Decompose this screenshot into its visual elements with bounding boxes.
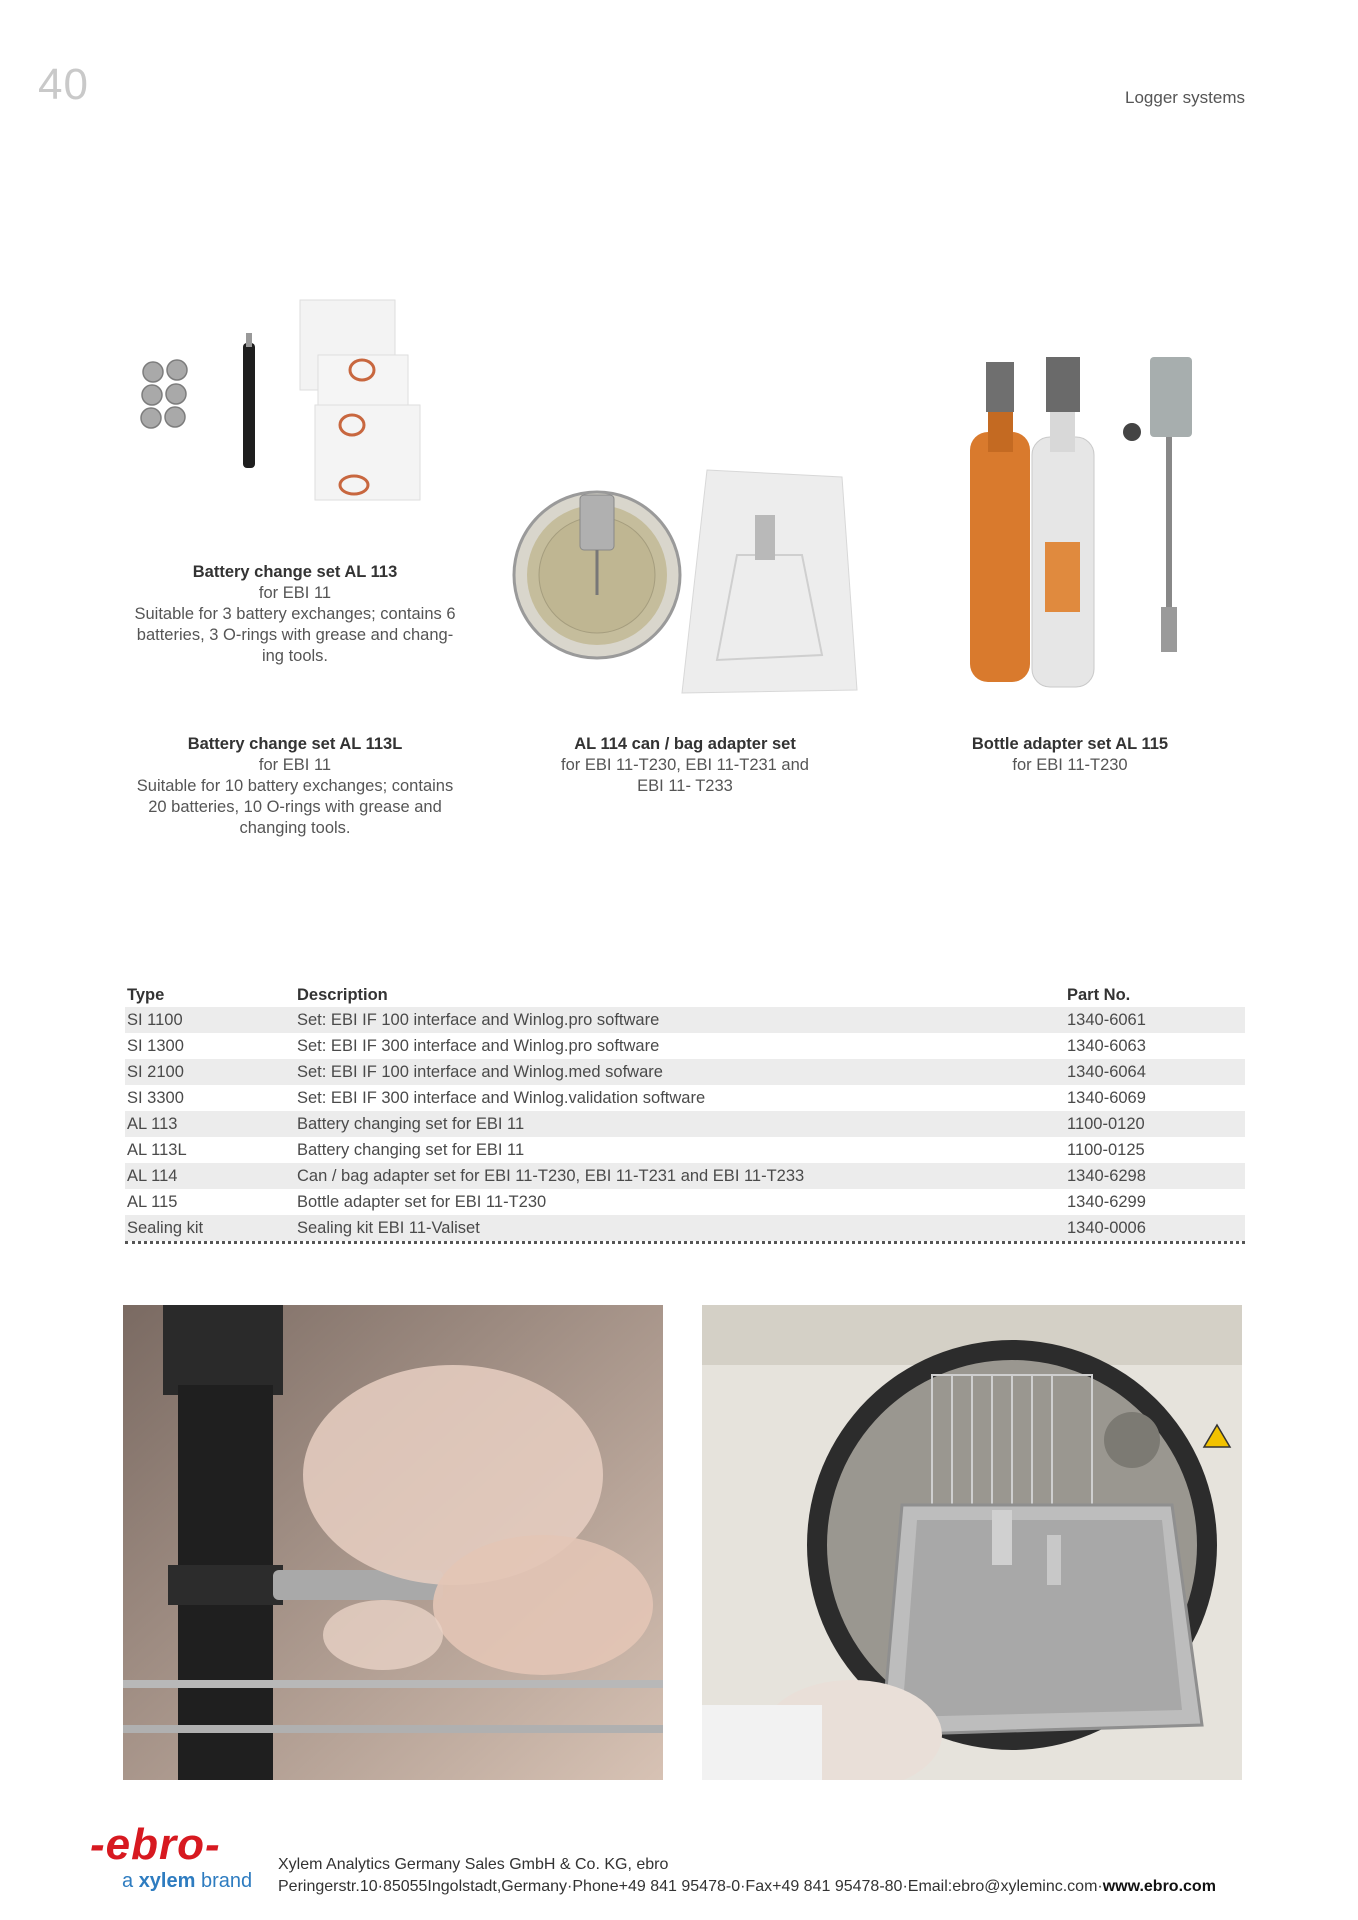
caption-al115 [920, 734, 1220, 776]
ebro-logo: -ebro- [90, 1820, 221, 1869]
battery-set-image [130, 295, 470, 510]
caption-al113l-desc-3: changing tools. [239, 819, 351, 837]
cell-part-no: 1340-6064 [1065, 1059, 1245, 1085]
cell-part-no: 1340-6063 [1067, 1036, 1146, 1055]
caption-al115-title: Bottle adapter set AL 115 [971, 735, 1169, 753]
caption-al114-line-1: for EBI 11-T230, EBI 11-T231 and [561, 756, 809, 774]
xylem-brand-tagline [122, 1870, 252, 1893]
caption-al113-title: Battery change set AL 113 [192, 563, 398, 581]
caption-al113 [120, 562, 470, 667]
table-row [125, 1215, 1245, 1241]
can-bag-adapter-image [512, 465, 862, 695]
table-row [125, 1189, 1245, 1215]
bottle-adapter-image [950, 352, 1210, 692]
cell-part-no: 1340-6299 [1067, 1192, 1146, 1211]
caption-al115-line-1: for EBI 11-T230 [1012, 756, 1128, 774]
section-title: Logger systems [1125, 88, 1245, 107]
cell-part-no: 1100-0120 [1065, 1111, 1245, 1137]
cell-part-no: 1340-6069 [1067, 1088, 1146, 1107]
cell-type: Sealing kit [125, 1215, 295, 1241]
table-row [125, 1059, 1245, 1085]
header-type: Type [127, 985, 165, 1004]
page-number: 40 [38, 60, 89, 109]
tagline-brand: xylem [138, 1870, 196, 1892]
cell-description: Battery changing set for EBI 11 [295, 1111, 1065, 1137]
caption-al113-for: for EBI 11 [258, 584, 332, 602]
photo-hands-logger [123, 1305, 663, 1780]
cell-type: AL 113L [127, 1140, 187, 1159]
caption-al114 [520, 734, 850, 797]
cell-type: SI 2100 [125, 1059, 295, 1085]
footer-company: Xylem Analytics Germany Sales GmbH & Co. KG, ebro [278, 1856, 669, 1873]
cell-description: Sealing kit EBI 11-Valiset [295, 1215, 1065, 1241]
table-header-row [125, 982, 1245, 1007]
accessories-table [125, 982, 1245, 1241]
cell-description: Set: EBI IF 100 interface and Winlog.pro software [295, 1007, 1065, 1033]
cell-part-no: 1340-6061 [1065, 1007, 1245, 1033]
cell-type: AL 114 [125, 1163, 295, 1189]
cell-type: AL 113 [125, 1111, 295, 1137]
photo-autoclave-tray [702, 1305, 1242, 1780]
cell-description: Bottle adapter set for EBI 11-T230 [297, 1192, 547, 1211]
cell-part-no: 1340-0006 [1065, 1215, 1245, 1241]
footer-website-link[interactable]: www.ebro.com [1102, 1878, 1216, 1895]
tagline-suffix: brand [200, 1870, 253, 1892]
caption-al113-desc-3: ing tools. [261, 647, 329, 665]
cell-description: Set: EBI IF 300 interface and Winlog.validation software [297, 1088, 706, 1107]
table-dotted-rule [125, 1241, 1245, 1244]
cell-type: SI 1100 [125, 1007, 295, 1033]
cell-description: Battery changing set for EBI 11 [297, 1140, 525, 1159]
cell-part-no: 1100-0125 [1067, 1140, 1145, 1159]
caption-al113-desc-2: batteries, 3 O-rings with grease and chang- [136, 626, 454, 644]
cell-description: Can / bag adapter set for EBI 11-T230, EBI 11-T231 and EBI 11-T233 [295, 1163, 1065, 1189]
header-description: Description [297, 985, 388, 1004]
caption-al113l-desc-1: Suitable for 10 battery exchanges; contains [136, 777, 454, 795]
table-row [125, 1033, 1245, 1059]
footer-address-text: Peringerstr.10·85055Ingolstadt,Germany·Phone+49 841 95478-0·Fax+49 841 95478-80·Email:ebro@xyleminc.com· [278, 1878, 1103, 1895]
table-row [125, 1085, 1245, 1111]
footer-address [278, 1878, 1216, 1896]
table-row [125, 1163, 1245, 1189]
table-row [125, 1007, 1245, 1033]
caption-al113l [120, 734, 470, 839]
caption-al113-desc-1: Suitable for 3 battery exchanges; contains 6 [134, 605, 456, 623]
cell-type: AL 115 [127, 1192, 178, 1211]
table-row [125, 1111, 1245, 1137]
caption-al113l-title: Battery change set AL 113L [187, 735, 403, 753]
cell-part-no: 1340-6298 [1065, 1163, 1245, 1189]
caption-al113l-desc-2: 20 batteries, 10 O-rings with grease and [148, 798, 442, 816]
table-row [125, 1137, 1245, 1163]
tagline-prefix: a [122, 1870, 134, 1892]
cell-type: SI 1300 [127, 1036, 184, 1055]
cell-type: SI 3300 [127, 1088, 184, 1107]
cell-description: Set: EBI IF 300 interface and Winlog.pro software [297, 1036, 660, 1055]
caption-al113l-for: for EBI 11 [258, 756, 332, 774]
caption-al114-line-2: EBI 11- T233 [637, 777, 733, 795]
cell-description: Set: EBI IF 100 interface and Winlog.med sofware [295, 1059, 1065, 1085]
header-part-no: Part No. [1067, 985, 1131, 1004]
caption-al114-title: AL 114 can / bag adapter set [574, 735, 796, 753]
